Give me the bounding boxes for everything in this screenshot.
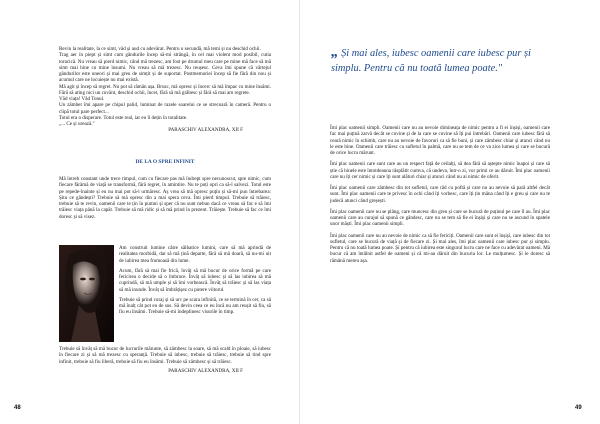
author-signature: PARASCHIV ALEXANDRA, XII F [168, 367, 243, 374]
paragraph: Îmi plac oamenii care sunt care au un respect față de ceilalți, să dea fără să aștepte nimic înapoi și care să știe că binele este întotdeauna răsplătit cumva, că undeva, într-o zi, vor primi ce au dăruit. Îmi plac oamenii care nu îți cer nimic și care îți sunt alături chiar și atunci când nu ai nimic de oferit. [330, 161, 550, 180]
portrait-photo [59, 245, 114, 342]
pull-quote [331, 45, 545, 76]
portrait-illustration [59, 245, 114, 342]
quote-mark: „ [331, 44, 339, 60]
paragraph: Un zâmbet îmi apare pe chipul palid, luminat de razele soarelui ce se strecoară în cameră. Pentru o clipă totul pare perfect... [59, 102, 271, 115]
paragraph: Am construit lumine către sălbatice lumini, care să mă aprindă de realitatea morbidă, dar să mă țină departe, fără să mă doară, să nu-mi uit de iubirea mea frumoasă din lume. [119, 245, 271, 264]
wrap-text [119, 245, 271, 316]
paragraph: Văd viața! Văd Tonul. [59, 96, 105, 102]
paragraph: Acum, fără să mai fie frică, învăț să mă bucur de orice formă pe care fericirea o decide să o îmbrace. Învăț să iubesc și să las iubirea să mă cuprindă, să mă umple și să îmi vorbească. Învăț să trăiesc și să las viața să mă inunde. Învăț să îmbrățișez cu putere viitorul. [119, 267, 271, 293]
paragraph: Totul era o disperare. Totul este real, iar eu îl dețin în totalitate. [59, 114, 188, 121]
left-bottom-text [59, 346, 271, 374]
paragraph: Mă întreb constant unde trece timpul, cum cu fiecare pas mă îndrept spre necunoscut, spre nimic, cum fiecare fărâmă de viață se transformă, fără regret, în amintire. Nu te poți opri ca să-l salvezi. Totul este pe repede-înainte și eu nu mai pot să-l urmăresc. Aș vrea să mă opresc puțin și să-mi pun întrebarea: Șitu ce gândești? Trebuie să mă opresc din a mai spera ceva. Îmi pierd timpul. Trebuie să trăiesc, trebuie să te revin, oamenii care te țin în pumni și sper că nu sunt nebun dacă ce vreau să fac e să îmi trăiesc viața până la capăt. Trebuie să mă ridic și să mă prind în prezent. Trăiește. Trebuie să fac ce îmi doresc și să visez. [59, 176, 271, 220]
paragraph: Îmi plac oamenii simpli. Oamenii care nu au nevoie dimineața de nimic pentru a fi ei înșiși, oamenii care fac mai puțină zarvă decât se cuvine și de la care se cuvine să îți pui întrebări. Oamenii care iubesc fără să ceară nimic în schimb, care nu au nevoie de favoruri ca să fie buni, și care zâmbesc chiar și atunci când nu le este bine. Oamenii care trăiesc cu sufletul în palmă, care nu se tem de ce va zice lumea și care se bucură de orice lucru mărunt. [330, 125, 550, 156]
paragraph: Îmi plac oamenii care nu au nevoie de nimic ca să fie fericiți. Oamenii care sunt ei înșiși, care iubesc din tot sufletul, care se bucură de viață și de fiecare zi. Și mai ales, îmi plac oamenii care iubesc pur și simplu. Pentru că nu toată lumea poate. Și pentru că iubirea este singurul lucru care ne face cu adevărat oameni. Mă bucur că am întâlnit astfel de oameni și că mi-au dăruit din bucuria lor. Le mulțumesc. Și le doresc să rămână mereu așa. [330, 232, 550, 264]
left-top-text [59, 46, 271, 134]
author-signature: PARASCHIV ALEXANDRA, XII F [168, 127, 243, 134]
page-number: 48 [14, 405, 21, 411]
paragraph: Trebuie să învăț să mă bucur de lucrurile mărunte, să zâmbesc la soare, să mă scald în ploaie, să iubesc în fiecare zi și să mă trezesc cu speranță. Trebuie să iubesc, trebuie să trăiesc, trebuie să tind spre infinit, trebuie să fiu liberă, trebuie să fiu eu însămi. Trebuie să zâmbesc și să trăiesc. [59, 346, 271, 365]
paragraph: Îmi plac oamenii care nu se plâng, care muncesc din greu și care se bucură de puținul pe care îl au. Îmi plac oamenii care au curajul să spună ce gândesc, care nu se tem să fie ei înșiși și care nu se ascund în spatele unor măști. Îmi plac oamenii simpli. [330, 208, 550, 228]
paragraph: Îmi plac oamenii care zâmbesc din tot sufletul, care râd cu poftă și care nu au nevoie să pară altfel decât sunt. Îmi plac oamenii care te privesc în ochi când îți vorbesc, care îți țin mâna când îți e greu și care nu te judecă atunci când greșești. [330, 185, 550, 204]
article-heading: DE LA O SPRE INFINIT [135, 159, 195, 165]
paragraph: Revin la realitate, la ce simt, văd și aud cu adevărat. Pentru o secundă, mă temi și nu deschid ochii. [59, 46, 261, 52]
paragraph: Trebuie să prind curaj și să urc pe scara infinită, ce se termină în cer, ca să mă înalț cât pot eu de sus. Să devin ceea ce eu încă nu am reușit să fiu, să fiu eu însămi. Trebuie să-mi îndeplinesc visurile în timp. [119, 296, 271, 316]
left-mid-text [59, 176, 271, 220]
right-body-text [330, 125, 550, 264]
paragraph: Trag aer în piept și simt cum gândurile încep să-mi strângă, în cel mai violent mod posibil, cutia toracică. Nu vreau să pierd nimic, când mă trezesc, am fost pe drumul meu care pe mine mă face să mă simt mai bine cu mine însumi. Nu vreau să mă trezesc. Nu reușesc. Ceva îmi spune că vărtejul gândurilor este uneori și mai greu de simțit și de suportat. Postmemoriei încep să fie fără din nou și acumul care ne locuiește nu mai există. [59, 52, 271, 84]
paragraph: „... Ce și urează." [59, 121, 95, 127]
quote-text: Și mai ales, iubesc oamenii care iubesc pur și simplu. Pentru că nu toată lumea poate." [331, 48, 531, 74]
page-number: 49 [575, 405, 582, 411]
paragraph: Mă agit și încep să regret. Nu pot să rămân așa. Brusc, mă opresc și încerc să mă împac cu mine însămi. Fără să ating nici un cuvânt, deschid ochii, încet, fără să mă grăbesc și fără să mai am regrete. [59, 83, 271, 96]
article-heading-block [59, 159, 271, 165]
